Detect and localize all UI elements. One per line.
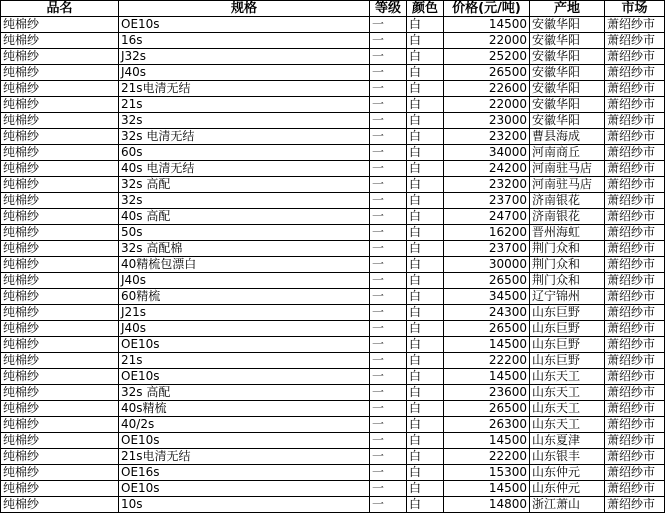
cell-color: 白 bbox=[407, 385, 444, 401]
cell-specification: OE10s bbox=[119, 369, 370, 385]
cell-product-name: 纯棉纱 bbox=[1, 209, 119, 225]
cell-specification: 50s bbox=[119, 225, 370, 241]
cell-specification: 40/2s bbox=[119, 417, 370, 433]
cell-color: 白 bbox=[407, 289, 444, 305]
cell-specification: OE16s bbox=[119, 465, 370, 481]
cell-specification: 40s精梳 bbox=[119, 401, 370, 417]
cell-color: 白 bbox=[407, 433, 444, 449]
table-row bbox=[1, 369, 665, 385]
cell-price: 22600 bbox=[444, 81, 530, 97]
cell-product-name: 纯棉纱 bbox=[1, 161, 119, 177]
cell-product-name: 纯棉纱 bbox=[1, 65, 119, 81]
cell-color: 白 bbox=[407, 321, 444, 337]
cell-origin: 荆门众和 bbox=[530, 241, 605, 257]
cell-color: 白 bbox=[407, 113, 444, 129]
cell-market: 萧绍纱市 bbox=[605, 225, 665, 241]
cell-grade: 一 bbox=[370, 33, 407, 49]
cell-price: 26500 bbox=[444, 273, 530, 289]
cell-origin: 山东天工 bbox=[530, 401, 605, 417]
cell-market: 萧绍纱市 bbox=[605, 465, 665, 481]
cell-market: 萧绍纱市 bbox=[605, 273, 665, 289]
cell-product-name: 纯棉纱 bbox=[1, 257, 119, 273]
cell-specification: 21s电清无结 bbox=[119, 81, 370, 97]
cell-color: 白 bbox=[407, 193, 444, 209]
table-row bbox=[1, 49, 665, 65]
cell-product-name: 纯棉纱 bbox=[1, 465, 119, 481]
cell-product-name: 纯棉纱 bbox=[1, 49, 119, 65]
cell-grade: 一 bbox=[370, 113, 407, 129]
cell-market: 萧绍纱市 bbox=[605, 177, 665, 193]
cell-market: 萧绍纱市 bbox=[605, 65, 665, 81]
cell-specification: OE10s bbox=[119, 17, 370, 33]
table-row bbox=[1, 497, 665, 513]
cell-color: 白 bbox=[407, 97, 444, 113]
cell-color: 白 bbox=[407, 209, 444, 225]
cell-price: 26500 bbox=[444, 321, 530, 337]
table-row bbox=[1, 337, 665, 353]
header-row bbox=[1, 1, 665, 17]
cell-grade: 一 bbox=[370, 497, 407, 513]
cell-specification: 21s bbox=[119, 97, 370, 113]
cell-price: 23700 bbox=[444, 193, 530, 209]
cell-origin: 安徽华阳 bbox=[530, 33, 605, 49]
cell-origin: 山东天工 bbox=[530, 369, 605, 385]
table-row bbox=[1, 17, 665, 33]
cell-color: 白 bbox=[407, 353, 444, 369]
cell-price: 26300 bbox=[444, 417, 530, 433]
cell-color: 白 bbox=[407, 161, 444, 177]
table-row bbox=[1, 449, 665, 465]
cell-origin: 山东仲元 bbox=[530, 465, 605, 481]
cell-market: 萧绍纱市 bbox=[605, 321, 665, 337]
cell-market: 萧绍纱市 bbox=[605, 49, 665, 65]
table-row bbox=[1, 33, 665, 49]
cell-market: 萧绍纱市 bbox=[605, 129, 665, 145]
cell-price: 14500 bbox=[444, 481, 530, 497]
table-row bbox=[1, 321, 665, 337]
cell-grade: 一 bbox=[370, 273, 407, 289]
table-row bbox=[1, 273, 665, 289]
cell-market: 萧绍纱市 bbox=[605, 97, 665, 113]
cell-product-name: 纯棉纱 bbox=[1, 497, 119, 513]
cell-product-name: 纯棉纱 bbox=[1, 369, 119, 385]
cell-price: 23600 bbox=[444, 385, 530, 401]
cell-grade: 一 bbox=[370, 417, 407, 433]
cell-color: 白 bbox=[407, 337, 444, 353]
cell-specification: 32s 电清无结 bbox=[119, 129, 370, 145]
cell-product-name: 纯棉纱 bbox=[1, 145, 119, 161]
cell-grade: 一 bbox=[370, 257, 407, 273]
cell-color: 白 bbox=[407, 145, 444, 161]
cell-color: 白 bbox=[407, 449, 444, 465]
cell-specification: 60s bbox=[119, 145, 370, 161]
cell-product-name: 纯棉纱 bbox=[1, 241, 119, 257]
cell-product-name: 纯棉纱 bbox=[1, 225, 119, 241]
cell-specification: OE10s bbox=[119, 433, 370, 449]
cell-color: 白 bbox=[407, 49, 444, 65]
cell-product-name: 纯棉纱 bbox=[1, 401, 119, 417]
cell-product-name: 纯棉纱 bbox=[1, 97, 119, 113]
cell-origin: 山东巨野 bbox=[530, 353, 605, 369]
table-row bbox=[1, 129, 665, 145]
cell-origin: 山东仲元 bbox=[530, 481, 605, 497]
cell-specification: J40s bbox=[119, 273, 370, 289]
cell-price: 22000 bbox=[444, 33, 530, 49]
cell-product-name: 纯棉纱 bbox=[1, 385, 119, 401]
cell-grade: 一 bbox=[370, 385, 407, 401]
cell-grade: 一 bbox=[370, 433, 407, 449]
cell-market: 萧绍纱市 bbox=[605, 305, 665, 321]
cell-specification: 32s 高配棉 bbox=[119, 241, 370, 257]
cell-market: 萧绍纱市 bbox=[605, 17, 665, 33]
cell-origin: 辽宁锦州 bbox=[530, 289, 605, 305]
cell-price: 14500 bbox=[444, 17, 530, 33]
cell-color: 白 bbox=[407, 81, 444, 97]
cell-color: 白 bbox=[407, 177, 444, 193]
cell-color: 白 bbox=[407, 369, 444, 385]
header-color: 颜色 bbox=[407, 1, 444, 17]
cell-grade: 一 bbox=[370, 225, 407, 241]
header-grade: 等级 bbox=[370, 1, 407, 17]
cell-origin: 浙江萧山 bbox=[530, 497, 605, 513]
cell-grade: 一 bbox=[370, 321, 407, 337]
cell-origin: 晋州海虹 bbox=[530, 225, 605, 241]
cell-origin: 河南商丘 bbox=[530, 145, 605, 161]
cell-origin: 安徽华阳 bbox=[530, 113, 605, 129]
header-product-name: 品名 bbox=[1, 1, 119, 17]
cell-grade: 一 bbox=[370, 289, 407, 305]
cell-grade: 一 bbox=[370, 177, 407, 193]
cell-product-name: 纯棉纱 bbox=[1, 305, 119, 321]
cell-origin: 安徽华阳 bbox=[530, 97, 605, 113]
cell-origin: 山东天工 bbox=[530, 417, 605, 433]
table-body bbox=[1, 17, 665, 513]
cell-price: 14500 bbox=[444, 337, 530, 353]
table-row bbox=[1, 257, 665, 273]
cell-specification: 60精梳 bbox=[119, 289, 370, 305]
table-row bbox=[1, 385, 665, 401]
cell-market: 萧绍纱市 bbox=[605, 161, 665, 177]
cell-grade: 一 bbox=[370, 193, 407, 209]
cell-market: 萧绍纱市 bbox=[605, 289, 665, 305]
cell-product-name: 纯棉纱 bbox=[1, 17, 119, 33]
cell-price: 16200 bbox=[444, 225, 530, 241]
cell-product-name: 纯棉纱 bbox=[1, 33, 119, 49]
cell-price: 22000 bbox=[444, 97, 530, 113]
table-row bbox=[1, 353, 665, 369]
header-price: 价格(元/吨) bbox=[444, 1, 530, 17]
cell-price: 24300 bbox=[444, 305, 530, 321]
cell-color: 白 bbox=[407, 401, 444, 417]
cell-price: 23200 bbox=[444, 129, 530, 145]
table-row bbox=[1, 225, 665, 241]
cell-market: 萧绍纱市 bbox=[605, 81, 665, 97]
cell-market: 萧绍纱市 bbox=[605, 385, 665, 401]
cell-market: 萧绍纱市 bbox=[605, 113, 665, 129]
table-row bbox=[1, 481, 665, 497]
cell-grade: 一 bbox=[370, 81, 407, 97]
cell-grade: 一 bbox=[370, 353, 407, 369]
cell-specification: J40s bbox=[119, 65, 370, 81]
cell-origin: 济南银花 bbox=[530, 193, 605, 209]
table-row bbox=[1, 65, 665, 81]
cell-color: 白 bbox=[407, 417, 444, 433]
cell-product-name: 纯棉纱 bbox=[1, 273, 119, 289]
cell-specification: OE10s bbox=[119, 481, 370, 497]
cell-product-name: 纯棉纱 bbox=[1, 433, 119, 449]
cell-specification: 32s bbox=[119, 193, 370, 209]
cell-price: 30000 bbox=[444, 257, 530, 273]
cell-grade: 一 bbox=[370, 209, 407, 225]
cell-color: 白 bbox=[407, 465, 444, 481]
header-market: 市场 bbox=[605, 1, 665, 17]
cell-price: 25200 bbox=[444, 49, 530, 65]
cell-color: 白 bbox=[407, 257, 444, 273]
cell-grade: 一 bbox=[370, 401, 407, 417]
cell-origin: 荆门众和 bbox=[530, 273, 605, 289]
table-row bbox=[1, 81, 665, 97]
table-row bbox=[1, 193, 665, 209]
cell-origin: 安徽华阳 bbox=[530, 81, 605, 97]
cell-market: 萧绍纱市 bbox=[605, 433, 665, 449]
cell-color: 白 bbox=[407, 65, 444, 81]
cell-product-name: 纯棉纱 bbox=[1, 193, 119, 209]
cell-price: 22200 bbox=[444, 353, 530, 369]
cell-grade: 一 bbox=[370, 161, 407, 177]
cell-product-name: 纯棉纱 bbox=[1, 417, 119, 433]
table-row bbox=[1, 433, 665, 449]
cell-product-name: 纯棉纱 bbox=[1, 177, 119, 193]
cell-specification: 32s bbox=[119, 113, 370, 129]
cell-product-name: 纯棉纱 bbox=[1, 113, 119, 129]
cell-grade: 一 bbox=[370, 49, 407, 65]
cell-price: 24700 bbox=[444, 209, 530, 225]
table-row bbox=[1, 241, 665, 257]
cell-specification: 21s电清无结 bbox=[119, 449, 370, 465]
cell-market: 萧绍纱市 bbox=[605, 497, 665, 513]
cell-price: 34000 bbox=[444, 145, 530, 161]
cell-grade: 一 bbox=[370, 449, 407, 465]
cell-grade: 一 bbox=[370, 337, 407, 353]
cell-product-name: 纯棉纱 bbox=[1, 129, 119, 145]
cell-origin: 山东夏津 bbox=[530, 433, 605, 449]
cell-color: 白 bbox=[407, 33, 444, 49]
cell-price: 15300 bbox=[444, 465, 530, 481]
cell-specification: J21s bbox=[119, 305, 370, 321]
table-row bbox=[1, 145, 665, 161]
cell-market: 萧绍纱市 bbox=[605, 257, 665, 273]
cell-color: 白 bbox=[407, 129, 444, 145]
cell-specification: 16s bbox=[119, 33, 370, 49]
cell-grade: 一 bbox=[370, 241, 407, 257]
cell-product-name: 纯棉纱 bbox=[1, 353, 119, 369]
cell-origin: 荆门众和 bbox=[530, 257, 605, 273]
cell-grade: 一 bbox=[370, 305, 407, 321]
cell-grade: 一 bbox=[370, 129, 407, 145]
cell-specification: OE10s bbox=[119, 337, 370, 353]
cell-product-name: 纯棉纱 bbox=[1, 449, 119, 465]
cell-origin: 曹县海成 bbox=[530, 129, 605, 145]
cell-specification: J32s bbox=[119, 49, 370, 65]
cell-origin: 河南驻马店 bbox=[530, 177, 605, 193]
cell-price: 26500 bbox=[444, 65, 530, 81]
cell-market: 萧绍纱市 bbox=[605, 401, 665, 417]
cell-market: 萧绍纱市 bbox=[605, 417, 665, 433]
table-row bbox=[1, 113, 665, 129]
cell-grade: 一 bbox=[370, 65, 407, 81]
cell-product-name: 纯棉纱 bbox=[1, 337, 119, 353]
table-row bbox=[1, 289, 665, 305]
cell-product-name: 纯棉纱 bbox=[1, 81, 119, 97]
cell-market: 萧绍纱市 bbox=[605, 241, 665, 257]
table-row bbox=[1, 209, 665, 225]
cell-grade: 一 bbox=[370, 145, 407, 161]
cell-grade: 一 bbox=[370, 465, 407, 481]
cell-grade: 一 bbox=[370, 97, 407, 113]
cell-price: 22200 bbox=[444, 449, 530, 465]
cell-color: 白 bbox=[407, 305, 444, 321]
cell-color: 白 bbox=[407, 481, 444, 497]
cell-grade: 一 bbox=[370, 481, 407, 497]
cell-product-name: 纯棉纱 bbox=[1, 481, 119, 497]
cell-origin: 山东巨野 bbox=[530, 305, 605, 321]
cell-price: 23200 bbox=[444, 177, 530, 193]
cell-price: 14500 bbox=[444, 433, 530, 449]
cell-color: 白 bbox=[407, 497, 444, 513]
table-row bbox=[1, 417, 665, 433]
cell-specification: 21s bbox=[119, 353, 370, 369]
header-origin: 产地 bbox=[530, 1, 605, 17]
cell-grade: 一 bbox=[370, 17, 407, 33]
cell-market: 萧绍纱市 bbox=[605, 193, 665, 209]
cell-price: 24200 bbox=[444, 161, 530, 177]
cell-origin: 山东天工 bbox=[530, 385, 605, 401]
cell-origin: 济南银花 bbox=[530, 209, 605, 225]
table-row bbox=[1, 305, 665, 321]
cell-origin: 安徽华阳 bbox=[530, 65, 605, 81]
table-row bbox=[1, 161, 665, 177]
cell-origin: 山东银丰 bbox=[530, 449, 605, 465]
cell-origin: 山东巨野 bbox=[530, 321, 605, 337]
cell-price: 23000 bbox=[444, 113, 530, 129]
header-specification: 规格 bbox=[119, 1, 370, 17]
cell-specification: 10s bbox=[119, 497, 370, 513]
cell-market: 萧绍纱市 bbox=[605, 481, 665, 497]
cell-market: 萧绍纱市 bbox=[605, 145, 665, 161]
cell-grade: 一 bbox=[370, 369, 407, 385]
cell-specification: J40s bbox=[119, 321, 370, 337]
cell-market: 萧绍纱市 bbox=[605, 33, 665, 49]
cell-price: 14800 bbox=[444, 497, 530, 513]
table-row bbox=[1, 97, 665, 113]
cell-origin: 安徽华阳 bbox=[530, 17, 605, 33]
cell-color: 白 bbox=[407, 17, 444, 33]
cell-price: 34500 bbox=[444, 289, 530, 305]
cell-market: 萧绍纱市 bbox=[605, 449, 665, 465]
cell-market: 萧绍纱市 bbox=[605, 337, 665, 353]
cell-product-name: 纯棉纱 bbox=[1, 321, 119, 337]
cell-origin: 山东巨野 bbox=[530, 337, 605, 353]
table-row bbox=[1, 401, 665, 417]
cell-market: 萧绍纱市 bbox=[605, 353, 665, 369]
cell-origin: 河南驻马店 bbox=[530, 161, 605, 177]
table-row bbox=[1, 177, 665, 193]
cell-color: 白 bbox=[407, 225, 444, 241]
cell-color: 白 bbox=[407, 241, 444, 257]
cell-market: 萧绍纱市 bbox=[605, 369, 665, 385]
table-row bbox=[1, 465, 665, 481]
cell-specification: 32s 高配 bbox=[119, 177, 370, 193]
cell-price: 23700 bbox=[444, 241, 530, 257]
cell-market: 萧绍纱市 bbox=[605, 209, 665, 225]
cell-color: 白 bbox=[407, 273, 444, 289]
cell-specification: 40s 电清无结 bbox=[119, 161, 370, 177]
cell-specification: 40精梳包漂白 bbox=[119, 257, 370, 273]
cell-specification: 40s 高配 bbox=[119, 209, 370, 225]
cell-origin: 安徽华阳 bbox=[530, 49, 605, 65]
cell-price: 14500 bbox=[444, 369, 530, 385]
cell-product-name: 纯棉纱 bbox=[1, 289, 119, 305]
cell-specification: 32s 高配 bbox=[119, 385, 370, 401]
cell-price: 26500 bbox=[444, 401, 530, 417]
